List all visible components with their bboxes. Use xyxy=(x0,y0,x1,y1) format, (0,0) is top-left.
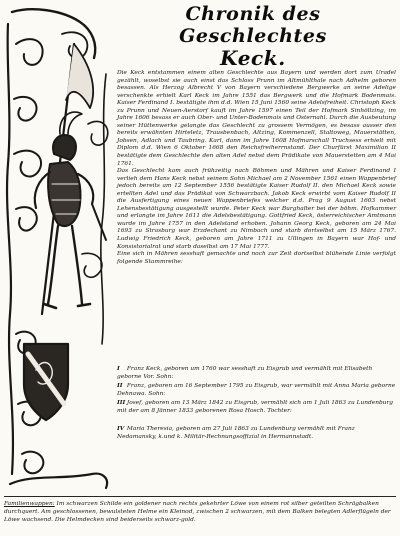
entry-number: III xyxy=(117,400,126,406)
paragraph-origin: Die Keck entstammen einem alten Geschlechte aus Bayern und werden dort zum Uradel gezählt, woselbst sie auch einst das Schloss Prunn im Altmühlthale nach Adhelm geboren besassen. Als Herzog Albrecht V von Bayern verschiedene Bergwerke an seine Adelige verschenkte erhielt Karl Keck im Jahre 1551 das Bergwerk und die Hofmark Bodenmais. Kaiser Ferdinand I. bestätigte ihm d.d. Wien 15 Juni 1560 seine Adelsfreiheit. Christoph Keck zu Prunn und Neuen-Aerstorf kauft im Jahre 1597 einen Teil der Hofmark Sinhöllzing, im Jahre 1606 besass er auch Ober- und Unter-Bodenmais und Osternahl. Durch die Ausbeutung seiner Hüttenwerke gelangte das Geschlecht zu grossem Vermögen, es besass ausser den bereits erwähnten Hirteletz, Trausbenbach, Altzing, Kommenzell, Staltoweg, Mauerstätten, Jobsen, Adlach und Taubring. Karl, dann im Jahre 1608 Hofmarschall Truchsess erhielt mit Diplom d.d. Wien 6 Oktober 1668 den Reichsfreiherrnstand. Der Churfürst Maximilian II bestätigte dem Geschlechte den alten Adel nebst dem Prädikate von Mauerstetten am 4 Mai 1761. xyxy=(117,70,396,167)
footer-label: Familienwappen: xyxy=(4,501,55,507)
entry-text: Maria Theresia, geboren am 27 Juli 1863 zu Lundenburg vermählt mit Franz Nedamansky, k.und k. Militär-Rechnungsoffizial in Hermannstadt. xyxy=(117,426,355,440)
paragraph-bohemia-moravia: Das Geschlecht kam auch frühzeitig nach Böhmen und Mähren und Kaiser Ferdinand I verlieh dem Hans Keck nebst seinem Sohn Michael am 2 November 1561 einen Wappenbrief jedoch bereits am 12 September 1556 bestätigte Kaiser Rudolf II. den Michael Keck sowie ertellten Adel und das Prädikat von Schwarzbach. Jakob Keck erwirbt vom Kaiser Rudolf II die Ausfertigung eines neuen Wappenbriefes welcher d.d. Prag 9 August 1603 nebst Lehensbestätigung ausgestellt wurde. Peter Keck war Burghalter bei der böhm. Hofkammer und erlangte im Jahre 1611 die Adelsbestätigung. Gottfried Keck, österreichischer Amtmann wurde im Jahre 1757 in den Adelstand erhoben. Johann Georg Keck, geboren am 24 Mai 1693 zu Strasburg war Erzdechant zu Nimbach und starb dortselbst am 15 März 1767. Ludwig Friedrich Keck, geboren am Jahre 1711 zu Ullingen in Bayern war Hof- und Konsistorialrat und starb daselbst am 17 Mai 1777. xyxy=(117,168,396,250)
entry-number: IV xyxy=(117,426,125,432)
footer-text: Im schwarzen Schilde ein goldener nach rechts gekehrter Löwe von einem rot silber geteilten Schrägbalken durchquert. Am geschlossenen, bewulsteten Helme ein Kleinod, zwischen 2 schwarzen, mit dem Balken belegten Adlerflügeln der Löwe wachsend. Die Helmdecken sind beiderseits schwarz-gold. xyxy=(4,501,391,523)
document-title xyxy=(112,3,394,69)
entry-number: I xyxy=(117,366,120,372)
title-line-1: Chronik des Geschlechtes xyxy=(179,3,327,47)
lineage-entry-3 xyxy=(117,400,396,415)
heraldic-knight-illustration xyxy=(2,4,114,496)
family-arms-description xyxy=(4,500,398,524)
title-line-2: Keck. xyxy=(220,46,286,70)
lineage-entry-4 xyxy=(117,426,396,441)
entry-text: Franz, geboren am 16 September 1795 zu Eisgrub, war vermählt mit Anna Maria geborne Dehnawa. Sohn: xyxy=(117,383,396,397)
lineage-entry-2 xyxy=(117,383,396,398)
chronicle-body xyxy=(117,70,396,266)
entry-number: II xyxy=(117,383,123,389)
entry-text: Josef, geboren am 13 März 1842 zu Eisgrub, vermählt sich am 1 Juli 1863 zu Lundenburg mit der am 8 Jänner 1833 geborenen Rosa Hosch. Tochter: xyxy=(117,400,394,414)
footer-divider xyxy=(4,496,396,497)
entry-text: Franz Keck, geboren um 1760 war sesshaft zu Eisgrub und vermählt mit Elisabeth geborne Vor. Sohn: xyxy=(117,366,373,380)
lineage-entry-1 xyxy=(117,366,396,381)
paragraph-lineage-intro: Eine sich in Mähren sesshaft gemachte und noch zur Zeit dortselbst blühende Linie verfolgt folgende Stammreihe: xyxy=(117,251,396,265)
